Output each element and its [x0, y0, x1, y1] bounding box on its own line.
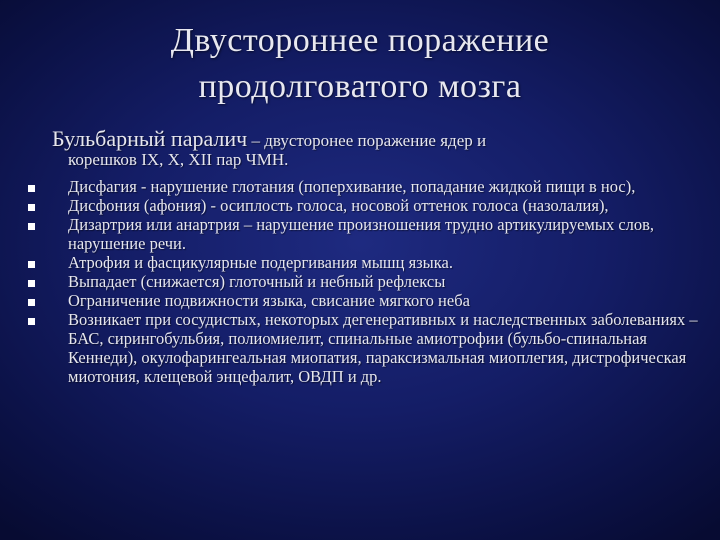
square-bullet-icon	[28, 318, 35, 325]
square-bullet-icon	[28, 185, 35, 192]
intro-definition: – двусторонее поражение ядер и	[247, 131, 487, 150]
list-item	[24, 196, 700, 215]
list-item-text: Дизартрия или анартрия – нарушение произношения трудно артикулируемых слов, нарушение речи.	[68, 215, 655, 253]
intro-definition-continued: корешков IX, X, XII пар ЧМН.	[68, 150, 289, 169]
square-bullet-icon	[28, 280, 35, 287]
intro-term: Бульбарный паралич	[52, 126, 248, 151]
slide-title	[60, 18, 660, 110]
list-item	[24, 177, 700, 196]
symptom-list	[24, 177, 700, 386]
intro-paragraph	[52, 128, 692, 169]
square-bullet-icon	[28, 223, 35, 230]
list-item	[24, 215, 700, 253]
list-item-text: Возникает при сосудистых, некоторых дегенеративных и наследственных заболеваниях – БАС, сирингобульбия, полиомиелит, спинальные амиотрофии (бульбо-спинальная Кеннеди), окулофарингеальная миопатия, параксизмальная миоплегия, дистрофическая миотония, клещевой энцефалит, ОВДП и др.	[68, 310, 698, 386]
square-bullet-icon	[28, 299, 35, 306]
list-item-text: Выпадает (снижается) глоточный и небный рефлексы	[68, 272, 446, 291]
slide-title-line-1: Двустороннее поражение	[170, 22, 550, 59]
square-bullet-icon	[28, 261, 35, 268]
square-bullet-icon	[28, 204, 35, 211]
list-item	[24, 310, 700, 386]
list-item-text: Ограничение подвижности языка, свисание мягкого неба	[68, 291, 470, 310]
list-item	[24, 272, 700, 291]
slide-title-line-2: продолговатого мозга	[198, 68, 522, 105]
list-item-text: Дисфагия - нарушение глотания (поперхивание, попадание жидкой пищи в нос),	[68, 177, 636, 196]
list-item	[24, 253, 700, 272]
list-item	[24, 291, 700, 310]
list-item-text: Атрофия и фасцикулярные подергивания мышц языка.	[68, 253, 453, 272]
list-item-text: Дисфония (афония) - осиплость голоса, носовой оттенок голоса (назолалия),	[68, 196, 609, 215]
